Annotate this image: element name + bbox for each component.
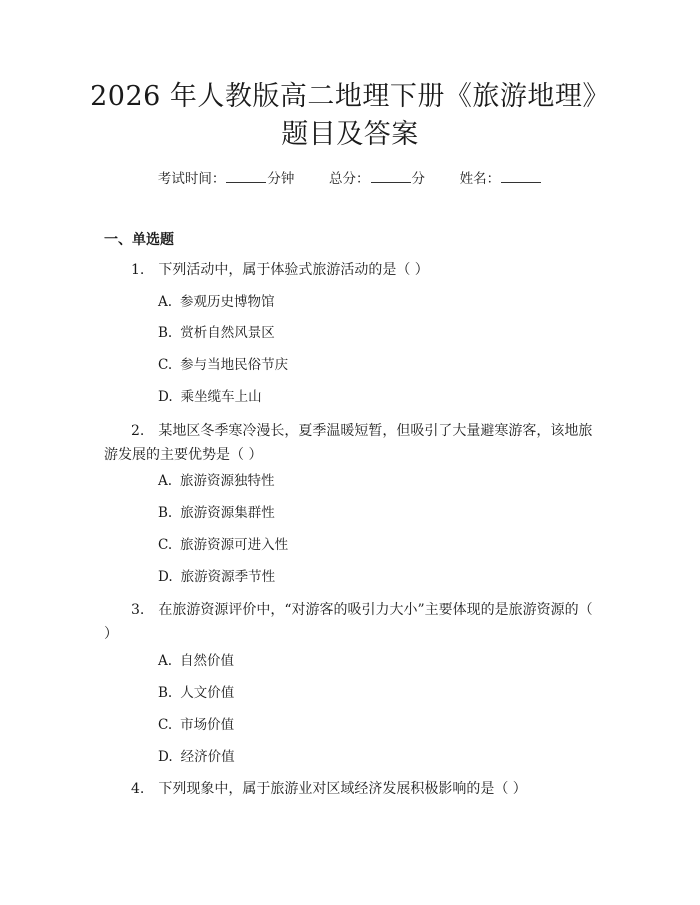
question-number: 3. bbox=[131, 602, 145, 618]
option-text: 旅游资源集群性 bbox=[180, 505, 275, 521]
option-text: 旅游资源季节性 bbox=[180, 569, 276, 585]
question-2-option-c bbox=[158, 535, 288, 555]
page-title: 2026 年人教版高二地理下册《旅游地理》题目及答案 bbox=[90, 81, 610, 150]
option-text: 旅游资源独特性 bbox=[180, 473, 275, 489]
option-text: 参与当地民俗节庆 bbox=[180, 357, 289, 373]
option-letter: C. bbox=[158, 717, 173, 733]
question-1 bbox=[104, 258, 604, 282]
option-text: 市场价值 bbox=[180, 717, 235, 733]
question-number: 1. bbox=[131, 262, 145, 278]
option-letter: A. bbox=[158, 294, 173, 310]
option-text: 人文价值 bbox=[180, 685, 235, 701]
question-text: 某地区冬季寒冷漫长，夏季温暖短暂，但吸引了大量避寒游客，该地旅游发展的主要优势是（ ） bbox=[104, 423, 593, 463]
question-2-option-b bbox=[158, 503, 275, 523]
exam-meta-line bbox=[0, 168, 700, 189]
option-letter: D. bbox=[158, 749, 173, 765]
section-title: 一、单选题 bbox=[104, 232, 174, 248]
option-text: 乘坐缆车上山 bbox=[180, 389, 262, 405]
question-1-option-a bbox=[158, 292, 275, 312]
question-text: 下列活动中，属于体验式旅游活动的是（ ） bbox=[158, 262, 429, 278]
question-number: 2. bbox=[131, 423, 145, 439]
option-letter: B. bbox=[158, 505, 173, 521]
name-blank bbox=[501, 168, 541, 183]
question-4 bbox=[104, 777, 604, 801]
name-label: 姓名： bbox=[459, 171, 501, 187]
score-unit: 分 bbox=[411, 171, 425, 187]
option-letter: B. bbox=[158, 685, 173, 701]
option-letter: B. bbox=[158, 325, 173, 341]
question-1-option-d bbox=[158, 387, 262, 407]
time-label: 考试时间： bbox=[157, 171, 226, 187]
option-letter: A. bbox=[158, 473, 173, 489]
question-number: 4. bbox=[131, 781, 145, 797]
option-letter: D. bbox=[158, 569, 173, 585]
time-blank bbox=[226, 168, 266, 183]
question-1-option-c bbox=[158, 355, 288, 375]
question-3-option-c bbox=[158, 715, 234, 735]
option-text: 经济价值 bbox=[180, 749, 235, 765]
question-1-option-b bbox=[158, 323, 275, 343]
score-label: 总分： bbox=[329, 171, 370, 187]
option-text: 旅游资源可进入性 bbox=[180, 537, 289, 553]
question-2-option-d bbox=[158, 567, 275, 587]
question-3-option-d bbox=[158, 747, 235, 767]
question-text: 下列现象中，属于旅游业对区域经济发展积极影响的是（ ） bbox=[158, 781, 527, 797]
question-3-option-a bbox=[158, 651, 234, 671]
question-2-option-a bbox=[158, 471, 275, 491]
question-3 bbox=[104, 598, 604, 646]
question-text: 在旅游资源评价中，“对游客的吸引力大小”主要体现的是旅游资源的（ ） bbox=[104, 602, 593, 642]
option-letter: D. bbox=[158, 389, 173, 405]
option-text: 赏析自然风景区 bbox=[180, 325, 275, 341]
question-2 bbox=[104, 419, 604, 467]
option-letter: C. bbox=[158, 357, 173, 373]
option-letter: C. bbox=[158, 537, 173, 553]
option-letter: A. bbox=[158, 653, 173, 669]
option-text: 参观历史博物馆 bbox=[180, 294, 275, 310]
time-unit: 分钟 bbox=[267, 171, 295, 187]
option-text: 自然价值 bbox=[180, 653, 235, 669]
question-3-option-b bbox=[158, 683, 234, 703]
score-blank bbox=[371, 168, 411, 183]
